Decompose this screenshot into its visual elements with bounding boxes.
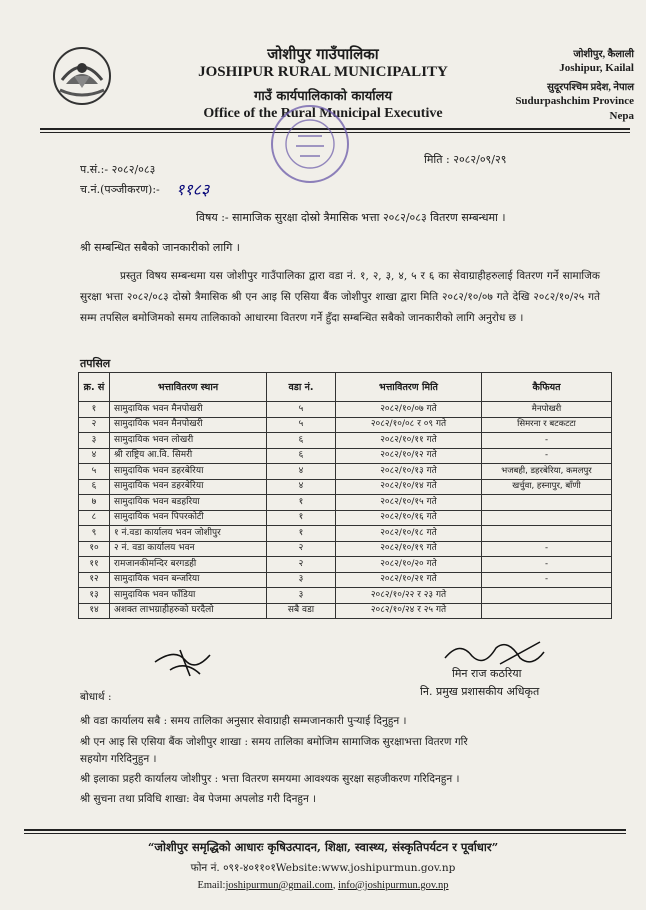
- cell-serial: ७: [79, 495, 110, 511]
- letter-reference-number: प.सं.:- २०८२/०८३: [80, 163, 156, 176]
- footer-slogan: “जोशीपुर समृद्धिको आधारः कृषिउत्पादन, शिक्षा, स्वास्थ्य, संस्कृतिपर्यटन र पूर्वाधार”: [147, 840, 499, 854]
- cell-ward: ५: [267, 417, 336, 433]
- cell-ward: ४: [267, 479, 336, 495]
- table-row: [79, 433, 612, 449]
- cc-item-4: श्री सुचना तथा प्रविधि शाखा: वेब पेजमा अपलोड गरी दिनहुन ।: [80, 793, 317, 805]
- cell-serial: ८: [79, 510, 110, 526]
- table-row: [79, 464, 612, 480]
- cell-date: २०८२/१०/१६ गते: [336, 510, 482, 526]
- cell-date: २०८२/१०/१५ गते: [336, 495, 482, 511]
- dispatch-number-handwritten: ११८३: [176, 180, 210, 199]
- address-line-5: Nepa: [609, 110, 634, 122]
- header-ward: वडा नं.: [267, 373, 336, 402]
- cell-location: सामुदायिक भवन लोखरी: [110, 433, 267, 449]
- email-label: Email:: [197, 880, 226, 891]
- office-name-nepali: गाउँ कार्यपालिकाको कार्यालय: [254, 89, 392, 104]
- table-row: [79, 572, 612, 588]
- cell-date: २०८२/१०/१३ गते: [336, 464, 482, 480]
- cc-item-2: श्री एन आइ सि एसिया बैंक जोशीपुर शाखा : समय तालिका बमोजिम सामाजिक सुरक्षाभत्ता वितरण गरि: [80, 736, 468, 748]
- municipality-name-english: JOSHIPUR RURAL MUNICIPALITY: [198, 64, 448, 80]
- cc-label: बोधार्थ :: [80, 691, 112, 703]
- email-link-1[interactable]: joshipurmun@gmail.com: [225, 880, 333, 891]
- cell-date: २०८२/१०/१२ गते: [336, 448, 482, 464]
- table-row: [79, 603, 612, 619]
- cell-serial: १०: [79, 541, 110, 557]
- cell-date: २०८२/१०/२४ र २५ गते: [336, 603, 482, 619]
- cell-date: २०८२/१०/०७ गते: [336, 402, 482, 418]
- table-row: [79, 541, 612, 557]
- address-line-4: Sudurpashchim Province: [515, 95, 634, 107]
- cell-ward: ५: [267, 402, 336, 418]
- signatory-designation: नि. प्रमुख प्रशासकीय अधिकृत: [420, 685, 540, 698]
- cell-date: २०८२/१०/१९ गते: [336, 541, 482, 557]
- cell-date: २०८२/१०/०८ र ०९ गते: [336, 417, 482, 433]
- cell-remarks: [482, 495, 612, 511]
- cell-remarks: खर्चुवा, हस्नापुर, बाँणी: [482, 479, 612, 495]
- left-signature: [150, 640, 220, 680]
- email-link-2[interactable]: info@joshipurmun.gov.np: [338, 880, 449, 891]
- cell-remarks: -: [482, 572, 612, 588]
- table-caption: तपसिल: [80, 357, 111, 370]
- table-row: [79, 526, 612, 542]
- cell-location: सामुदायिक भवन मैनपोखरी: [110, 417, 267, 433]
- table-row: [79, 417, 612, 433]
- cell-remarks: -: [482, 433, 612, 449]
- cell-remarks: सिमरना र बटकटटा: [482, 417, 612, 433]
- cell-serial: १३: [79, 588, 110, 604]
- cell-date: २०८२/१०/१४ गते: [336, 479, 482, 495]
- cell-ward: ३: [267, 572, 336, 588]
- footer-divider: [24, 829, 626, 834]
- cell-ward: १: [267, 495, 336, 511]
- signatory-name: मिन राज कठरिया: [452, 667, 522, 680]
- office-name-english: Office of the Rural Municipal Executive: [203, 106, 443, 121]
- cell-location: सामुदायिक भवन फाँडिया: [110, 588, 267, 604]
- cell-serial: १: [79, 402, 110, 418]
- cell-serial: १४: [79, 603, 110, 619]
- cell-remarks: [482, 603, 612, 619]
- address-line-3: सुदूरपश्चिम प्रदेश, नेपाल: [547, 82, 634, 93]
- cell-remarks: [482, 588, 612, 604]
- address-line-2: Joshipur, Kailal: [559, 62, 634, 74]
- letter-body: प्रस्तुत विषय सम्बन्धमा यस जोशीपुर गाउँपालिका द्वारा वडा नं. १, २, ३, ४, ५ र ६ का सेवाग्राहीहरुलाई वितरण गर्ने सामाजिक सुरक्षा भत्ता २०८२/०८३ दोस्रो त्रैमासिक श्री एन आइ सि एसिया बैंक जोशीपुर शाखा द्वारा मिति २०८२/१०/०७ गते देखि २०८२/१०/२५ गते सम्म तपसिल बमोजिमको समय तालिकाको आधारमा वितरण गर्ने हुँदा सम्बन्धित सबैको जानकारीको लागि अनुरोध छ ।: [80, 270, 600, 324]
- distribution-schedule-table: [78, 372, 612, 619]
- cell-location: २ नं. वडा कार्यालय भवन: [110, 541, 267, 557]
- table-row: [79, 479, 612, 495]
- cell-serial: ४: [79, 448, 110, 464]
- cell-serial: ११: [79, 557, 110, 573]
- table-header-row: [79, 373, 612, 402]
- cc-item-3: श्री इलाका प्रहरी कार्यालय जोशीपुर : भत्ता वितरण समयमा आवश्यक सुरक्षा सहजीकरण गरिदिनहुन ।: [80, 773, 460, 785]
- address-line-1: जोशीपुर, कैलाली: [573, 49, 634, 60]
- header-date: भत्तावितरण मिति: [336, 373, 482, 402]
- table-row: [79, 448, 612, 464]
- cell-ward: १: [267, 526, 336, 542]
- cell-location: सामुदायिक भवन डहरबेरिया: [110, 479, 267, 495]
- letter-subject: विषय :- सामाजिक सुरक्षा दोस्रो त्रैमासिक भत्ता २०८२/०८३ वितरण सम्बन्धमा ।: [196, 211, 506, 224]
- cell-remarks: मैनपोखरी: [482, 402, 612, 418]
- cell-ward: १: [267, 510, 336, 526]
- letter-date: मिति : २०८२/०९/२९: [424, 153, 507, 166]
- cell-date: २०८२/१०/११ गते: [336, 433, 482, 449]
- cell-date: २०८२/१०/२० गते: [336, 557, 482, 573]
- cell-date: २०८२/१०/१८ गते: [336, 526, 482, 542]
- cell-location: सामुदायिक भवन पिपरकोटी: [110, 510, 267, 526]
- cell-remarks: [482, 510, 612, 526]
- cell-remarks: -: [482, 541, 612, 557]
- footer-email: Email:joshipurmun@gmail.com, info@joshipurmun.gov.np: [197, 880, 449, 891]
- cell-remarks: -: [482, 557, 612, 573]
- table-row: [79, 402, 612, 418]
- cell-location: अशक्त लाभग्राहीहरुको घरदैलो: [110, 603, 267, 619]
- cell-remarks: [482, 526, 612, 542]
- table-row: [79, 588, 612, 604]
- cell-location: सामुदायिक भवन मैनपोखरी: [110, 402, 267, 418]
- cell-ward: ६: [267, 448, 336, 464]
- cell-location: १ नं.वडा कार्यालय भवन जोशीपुर: [110, 526, 267, 542]
- header-location: भत्तावितरण स्थान: [110, 373, 267, 402]
- cell-location: सामुदायिक भवन डहरबेरिया: [110, 464, 267, 480]
- cell-ward: ६: [267, 433, 336, 449]
- cell-serial: ३: [79, 433, 110, 449]
- cell-serial: ६: [79, 479, 110, 495]
- cell-serial: ९: [79, 526, 110, 542]
- cc-item-2-cont: सहयोग गरिदिनुहुन ।: [80, 753, 157, 765]
- cell-location: रामजानकीमन्दिर बरगडही: [110, 557, 267, 573]
- cell-serial: १२: [79, 572, 110, 588]
- office-seal-stamp: [268, 102, 352, 186]
- header-remarks: कैफियत: [482, 373, 612, 402]
- municipality-name-nepali: जोशीपुर गाउँपालिका: [267, 45, 379, 63]
- cell-ward: ४: [267, 464, 336, 480]
- cell-location: सामुदायिक भवन बन्जरिया: [110, 572, 267, 588]
- dispatch-number-label: च.नं.(पञ्जीकरण):-: [80, 183, 160, 196]
- footer-contact: फोन नं. ०९१-४०११०१Website:www.joshipurmun.gov.np: [190, 862, 456, 874]
- cell-date: २०८२/१०/२२ र २३ गते: [336, 588, 482, 604]
- cell-remarks: भजबही, डहरबेरिया, कमलपुर: [482, 464, 612, 480]
- cell-remarks: -: [482, 448, 612, 464]
- cell-ward: ३: [267, 588, 336, 604]
- header-serial: क्र. सं: [79, 373, 110, 402]
- table-row: [79, 557, 612, 573]
- cell-serial: २: [79, 417, 110, 433]
- table-row: [79, 495, 612, 511]
- cell-ward: सबै वडा: [267, 603, 336, 619]
- table-row: [79, 510, 612, 526]
- cell-serial: ५: [79, 464, 110, 480]
- cell-date: २०८२/१०/२१ गते: [336, 572, 482, 588]
- cell-location: श्री राष्ट्रिय आ.वि. सिमरी: [110, 448, 267, 464]
- cell-ward: २: [267, 541, 336, 557]
- letter-addressee: श्री सम्बन्धित सबैको जानकारीको लागि ।: [80, 241, 240, 254]
- cell-ward: २: [267, 557, 336, 573]
- cc-item-1: श्री वडा कार्यालय सबै : समय तालिका अनुसार सेवाग्राही सम्मजानकारी पुऱ्याई दिनुहुन ।: [80, 715, 407, 727]
- cell-location: सामुदायिक भवन बडहरिया: [110, 495, 267, 511]
